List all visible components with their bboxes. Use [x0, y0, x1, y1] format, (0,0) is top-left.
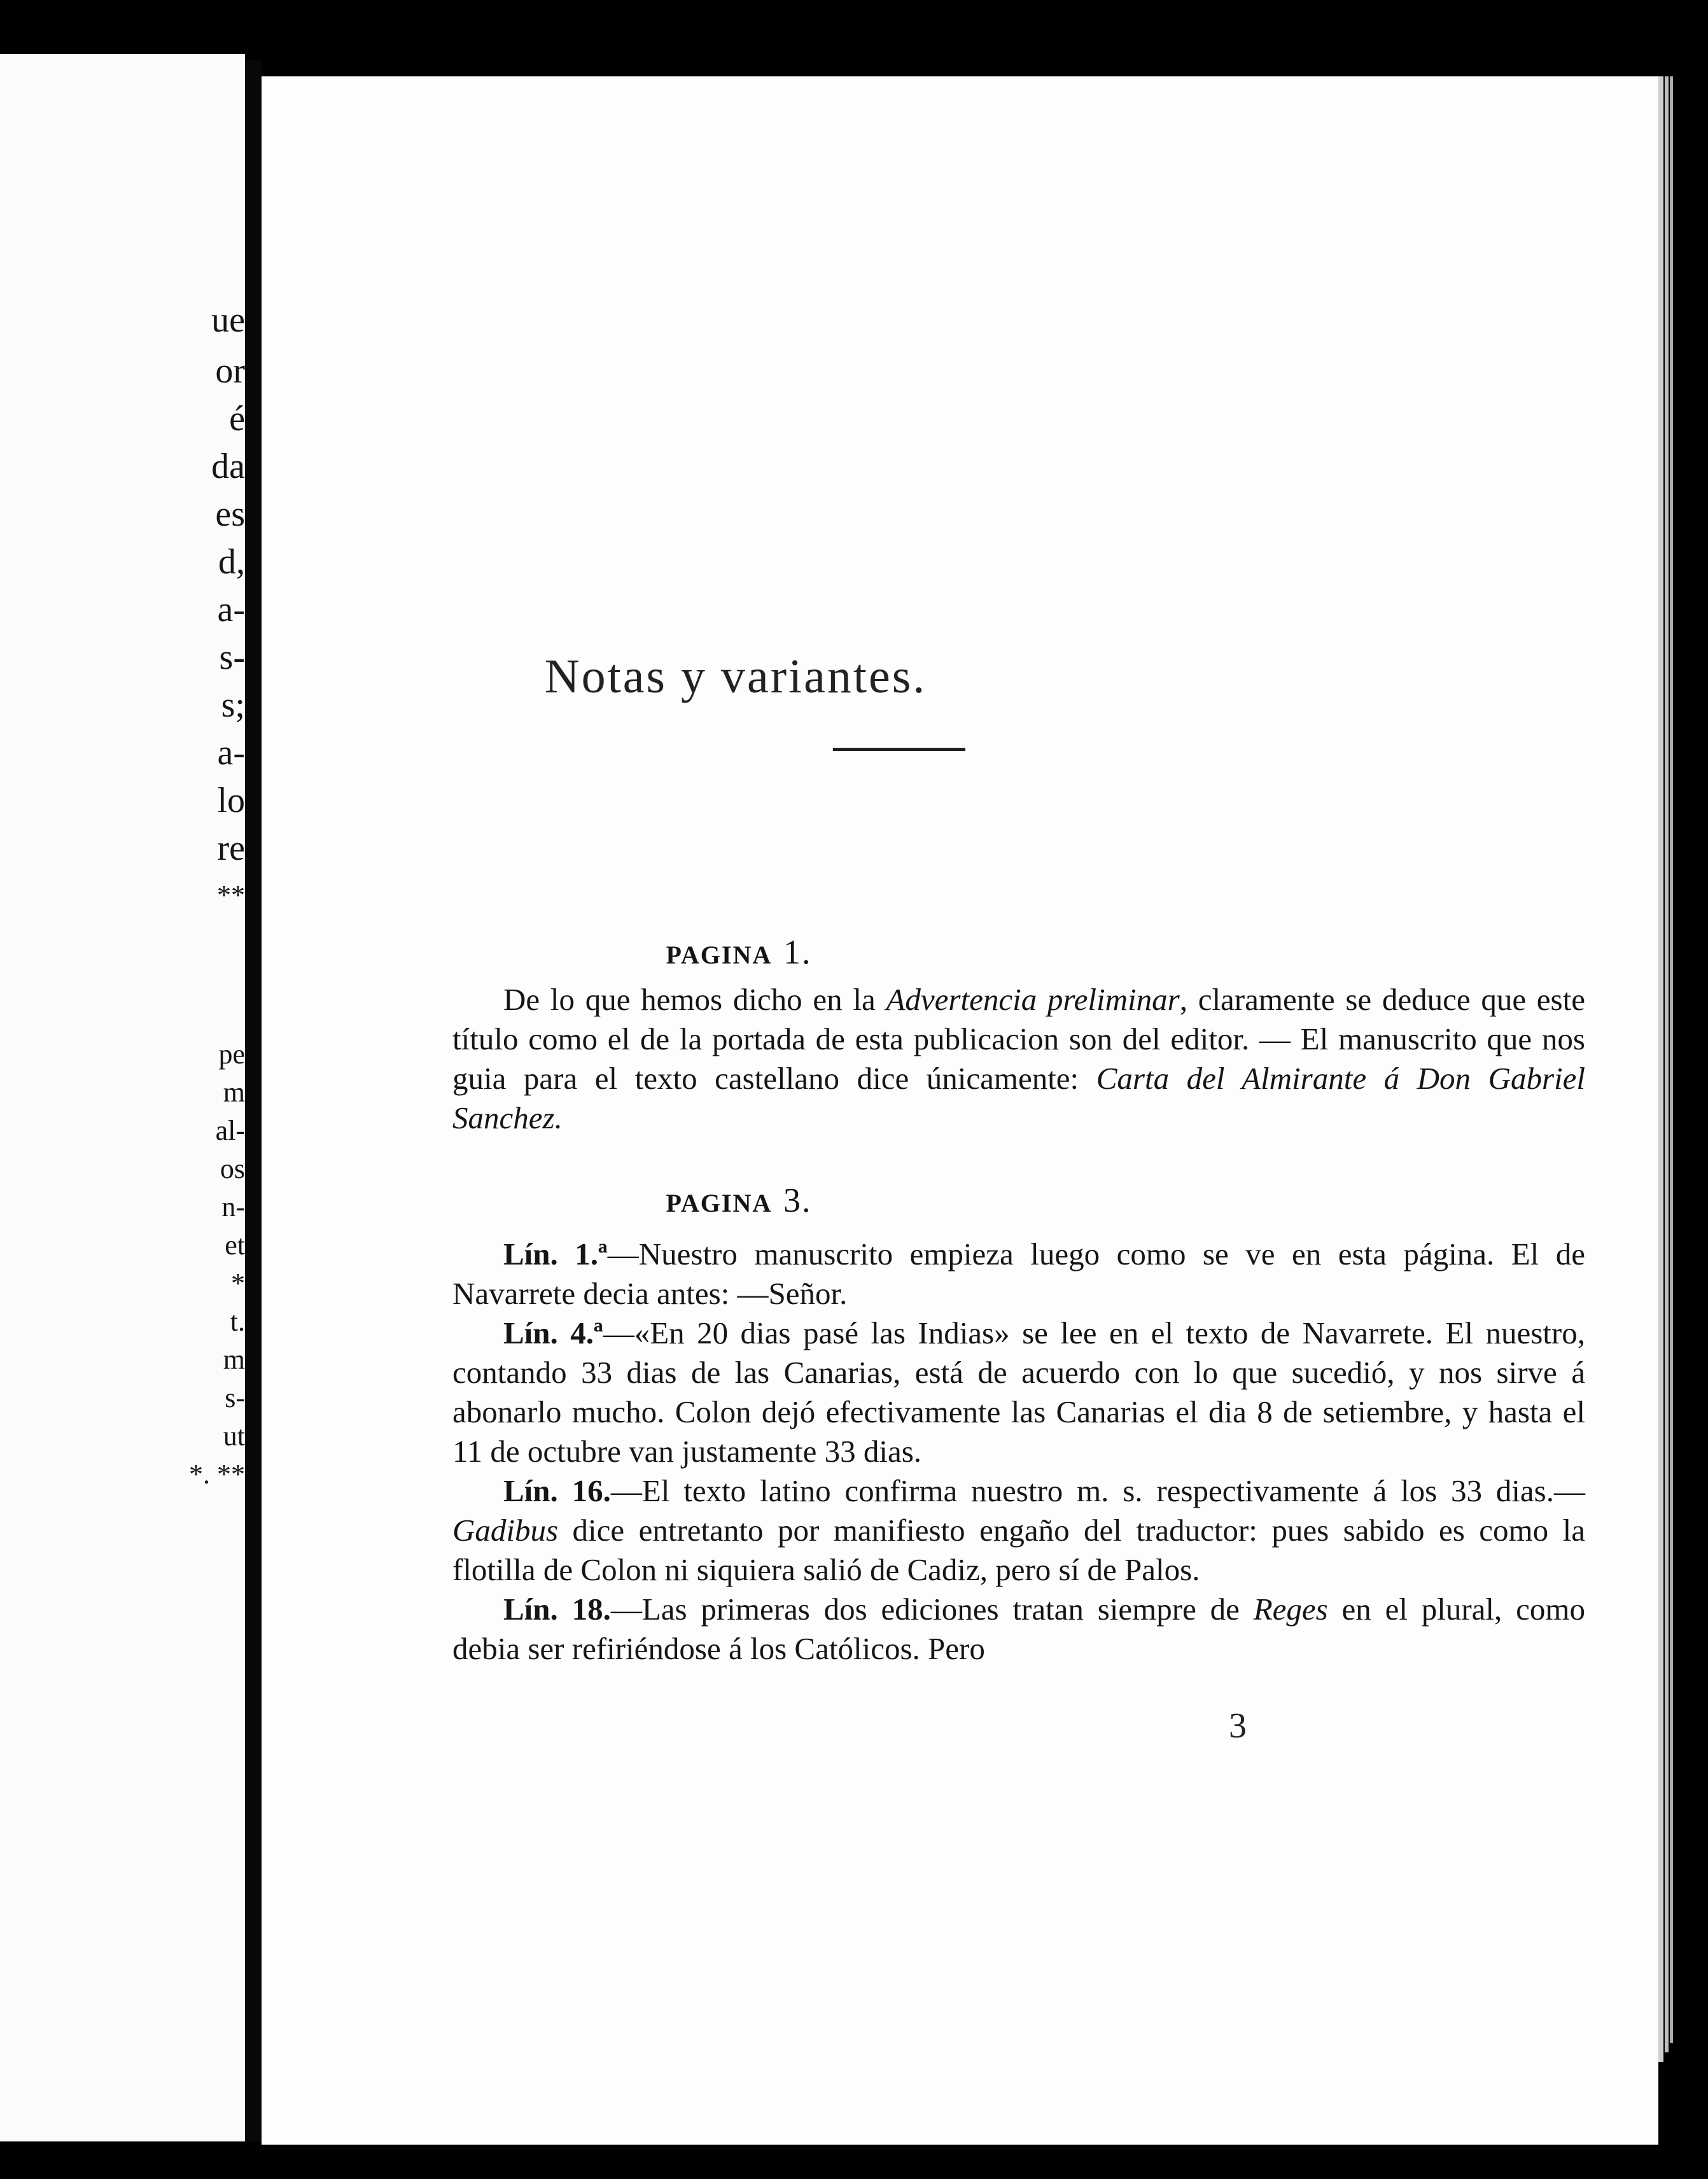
section-heading	[262, 1181, 1216, 1220]
section-body	[452, 980, 1585, 1138]
left-fragment: n-	[221, 1191, 245, 1223]
section-body	[452, 1235, 1585, 1669]
book-spine	[245, 60, 262, 2141]
left-fragment: t.	[230, 1306, 245, 1337]
left-fragment: é	[229, 399, 245, 438]
line-reference: Lín. 4.ª	[503, 1315, 603, 1350]
italic-text: Carta del Almirante á Don Gabriel Sanchez.	[452, 1061, 1585, 1135]
paragraph-text: —Las primeras dos ediciones tratan siempre de	[610, 1592, 1254, 1627]
left-fragment: d,	[218, 542, 245, 582]
left-fragment: *	[231, 1268, 245, 1299]
left-fragment: al-	[215, 1115, 245, 1146]
paragraph	[452, 1471, 1585, 1590]
left-fragment: s-	[219, 638, 245, 677]
section-heading-word: PAGINA	[666, 1189, 771, 1217]
paragraph-text: dice entretanto por manifiesto engaño del traductor: pues sabido es como la flotilla de Colon ni siquiera salió de Cadiz, pero sí de Palos.	[452, 1513, 1585, 1587]
left-fragment: ue	[211, 300, 245, 340]
left-fragment: m	[223, 1077, 245, 1108]
left-fragment: s;	[221, 685, 245, 725]
left-fragment: a-	[217, 733, 245, 773]
section-heading-number: 3.	[783, 1181, 812, 1219]
paragraph	[452, 980, 1585, 1138]
left-fragment: re	[217, 829, 245, 868]
left-fragment: ut	[223, 1420, 245, 1452]
italic-text: Gadibus	[452, 1513, 559, 1548]
page-number: 3	[1229, 1706, 1247, 1746]
left-fragment: pe	[218, 1039, 245, 1070]
left-fragment: *. **	[189, 1459, 245, 1490]
line-reference: Lín. 18.	[503, 1592, 611, 1627]
left-fragment: **	[217, 879, 245, 911]
line-reference: Lín. 16.	[503, 1473, 611, 1508]
paragraph	[452, 1590, 1585, 1669]
left-fragment: s-	[225, 1382, 245, 1413]
paragraph-text: —«En 20 dias pasé las Indias» se lee en el texto de Navarrete. El nuestro, contando 33 dias de las Canarias, está de acuerdo con lo que sucedió, y nos sirve á abonarlo mucho. Colon dejó efectivamente las Canarias el dia 8 de setiembre, y hasta el 11 de octubre van justamente 33 dias.	[452, 1315, 1585, 1469]
left-fragment: lo	[217, 781, 245, 820]
paragraph	[452, 1235, 1585, 1314]
section-heading-word: PAGINA	[666, 941, 771, 969]
left-fragment: et	[225, 1230, 245, 1261]
left-fragment: m	[223, 1344, 245, 1375]
left-fragment: da	[211, 447, 245, 486]
paragraph-text: , claramente se deduce que este título como el de la portada de esta publicacion son del editor. — El manuscrito que nos guia para el texto castellano dice únicamente:	[452, 982, 1585, 1096]
italic-text: Advertencia preliminar	[886, 982, 1180, 1017]
left-fragment: a-	[217, 590, 245, 629]
section-heading-number: 1.	[783, 933, 812, 971]
left-fragment: os	[220, 1153, 245, 1184]
main-page	[262, 76, 1658, 2145]
paragraph-text: —Nuestro manuscrito empieza luego como se ve en esta página. El de Navarrete decia antes: —Señor.	[452, 1237, 1585, 1311]
paragraph-text: De lo que hemos dicho en la	[503, 982, 886, 1017]
paragraph-text: —El texto latino confirma nuestro m. s. respectivamente á los 33 dias.—	[610, 1473, 1585, 1508]
left-fragment: or	[215, 351, 245, 391]
paragraph	[452, 1314, 1585, 1471]
title-rule	[833, 748, 965, 751]
page-edge	[1658, 76, 1663, 2062]
section-heading	[262, 932, 1216, 972]
page-title: Notas y variantes.	[544, 650, 927, 703]
left-fragment: es	[215, 494, 245, 534]
page-edge	[1670, 76, 1673, 2043]
left-facing-page	[0, 54, 245, 2141]
line-reference: Lín. 1.ª	[503, 1237, 608, 1272]
page-edge	[1665, 76, 1669, 2052]
paragraph-text: en el plural, como debia ser refiriéndose á los Católicos. Pero	[452, 1592, 1585, 1666]
italic-text: Reges	[1253, 1592, 1328, 1627]
